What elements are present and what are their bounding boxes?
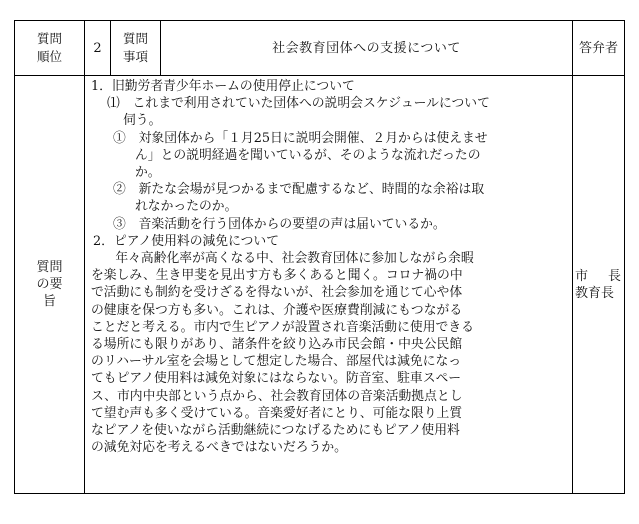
body-line: で活動にも制約を受けざるを得ないが、社会参加を通じて心や体 (91, 285, 463, 301)
q1c-line1: ③ 音楽活動を行う団体からの要望の声は届いているか。 (113, 216, 446, 232)
q1a-line3: か。 (135, 165, 161, 181)
q1a-line1: ① 対象団体から「１月25日に説明会開催、２月からは使えませ (113, 130, 488, 146)
question-item-label (111, 21, 161, 76)
q1-line1: ⑴ これまで利用されていた団体への説明会スケジュールについて (107, 96, 490, 112)
content-row (15, 76, 625, 494)
question-item-label-line1: 質問 (122, 31, 148, 46)
body-line: 年々高齢化率が高くなる中、社会教育団体に参加しながら余暇 (115, 251, 474, 267)
q1b-line1: ② 新たな会場が見つかるまで配慮するなど、時間的な余裕は取 (113, 182, 485, 198)
question-document (14, 20, 624, 494)
body-line: てもピアノ使用料は減免対象にはならない。防音室、駐車スペー (91, 371, 462, 387)
answerer-mayor-char1: 市 (575, 268, 589, 284)
question-order-label-line2: 順位 (36, 49, 62, 64)
question-order-value: 2 (85, 21, 111, 76)
question-subject: 社会教育団体への支援について (161, 21, 573, 76)
body-line: のリハーサル室を会場として想定した場合、部屋代は減免になっ (91, 354, 462, 370)
body-line: なピアノを使いながら活動継続につなげるためにもピアノ使用料 (91, 423, 460, 439)
summary-label-line3: 旨 (42, 294, 56, 309)
q1a-line2: ん」との説明経過を聞いているが、そのような流れだったの (135, 147, 481, 163)
body-line: の健康を保つ方も多い。これは、介護や医療費削減にもつながる (91, 302, 463, 318)
body-line: ス、市内中央部という点から、社会教育団体の音楽活動拠点とし (91, 388, 463, 404)
answerer-mayor (573, 268, 624, 285)
answerers-cell (573, 76, 625, 494)
question-item-label-line2: 事項 (122, 49, 148, 64)
q1-line2: 伺う。 (123, 113, 162, 129)
answerer-label: 答弁者 (573, 21, 625, 76)
body-line: て望む声も多く受けている。音楽愛好者にとり、可能な限り上質 (91, 405, 463, 421)
q1b-line2: れなかったのか。 (135, 199, 238, 215)
body-line: ことだと考える。市内で生ピアノが設置され音楽活動に使用できる (91, 319, 474, 335)
question-order-label-line1: 質問 (36, 31, 62, 46)
question-order-label (15, 21, 85, 76)
heading-2: 2．ピアノ使用料の減免について (93, 233, 280, 249)
header-row (15, 21, 625, 76)
question-summary-content (85, 76, 573, 494)
answerer-mayor-char2: 長 (607, 268, 621, 284)
body-line: を楽しみ、生き甲斐を見出す方も多くあると聞く。コロナ禍の中 (91, 268, 463, 284)
question-table (14, 20, 625, 494)
summary-label-line2: の要 (36, 277, 63, 292)
body-line: の減免対応を考えるべきではないだろうか。 (91, 440, 347, 456)
summary-label-line1: 質問 (36, 260, 63, 275)
answerer-superintendent: 教育長 (575, 285, 615, 301)
question-summary-label (15, 76, 85, 494)
body-line: る場所にも限りがあり、諸条件を絞り込み市民会館・中央公民館 (91, 337, 463, 353)
heading-1: 1．旧勤労者青少年ホームの使用停止について (91, 79, 355, 94)
